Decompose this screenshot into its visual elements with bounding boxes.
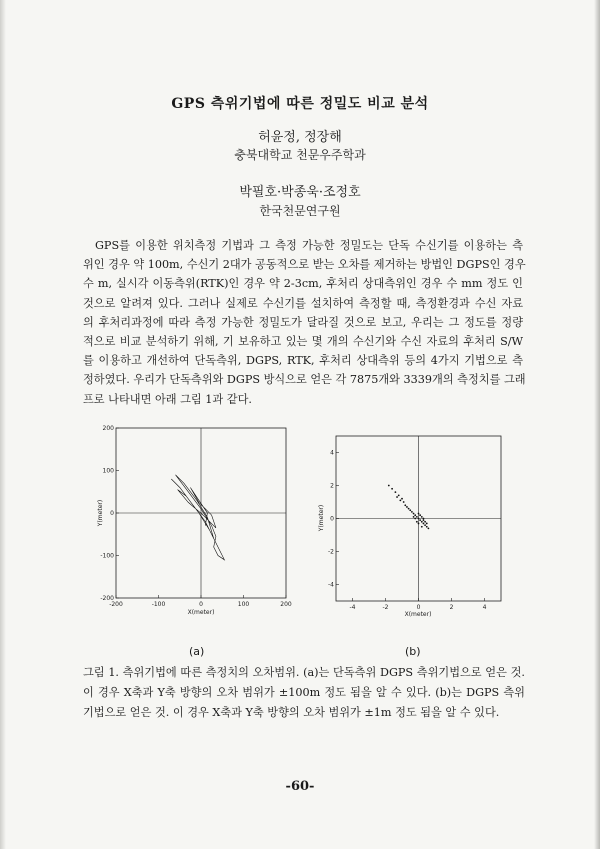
scatter-point — [423, 518, 425, 520]
scatter-point — [426, 526, 428, 528]
x-tick-label: 100 — [237, 601, 250, 608]
scatter-point — [403, 501, 405, 503]
x-tick-label: 4 — [482, 604, 487, 611]
y-tick-label: 2 — [330, 482, 334, 490]
scatter-point — [414, 514, 416, 516]
x-tick-label: -200 — [109, 601, 123, 608]
y-tick-label: -4 — [328, 581, 334, 589]
scatter-point — [406, 506, 408, 508]
y-tick-label: 0 — [110, 510, 114, 517]
caption-line: 그림 1. 측위기법에 따른 측정치의 오차범위. (a)는 단독측위 DGPS 측위기법으로 얻은 것. — [83, 666, 525, 679]
scatter-point — [416, 521, 418, 523]
scatter-point — [388, 485, 390, 487]
scatter-point — [409, 509, 411, 511]
scatter-point — [423, 519, 425, 521]
x-tick-label: 0 — [416, 604, 421, 611]
x-tick-label: 200 — [280, 601, 292, 608]
figure-b-plot — [316, 428, 516, 628]
plot-a-xlabel: X(meter) — [187, 609, 215, 616]
scatter-point — [421, 521, 423, 523]
plot-b-ticks — [328, 450, 487, 612]
plot-a-ylabel: Y(meter) — [97, 499, 104, 527]
body-line: 프로 나타내면 아래 그림 1과 같다. — [83, 392, 252, 406]
x-tick-label: 0 — [199, 601, 203, 608]
scatter-point — [421, 526, 423, 528]
authors-group-1: 허윤정, 정장해 — [258, 130, 342, 145]
y-tick-label: 4 — [330, 449, 334, 457]
scatter-point — [424, 521, 426, 523]
scatter-point — [424, 524, 426, 526]
scatter-point — [418, 513, 420, 515]
y-tick-label: 200 — [102, 425, 114, 432]
body-line: 수 m, 실시각 이동측위(RTK)인 경우 약 2-3cm, 후처리 상대측위인 경우 수 mm 정도 인 — [83, 277, 523, 291]
scatter-point — [404, 504, 406, 506]
figure-caption — [83, 663, 525, 723]
affiliation-2: 한국천문연구원 — [259, 204, 341, 218]
scatter-point — [413, 516, 415, 518]
y-tick-label: 0 — [330, 515, 334, 523]
x-tick-label: -4 — [349, 604, 356, 611]
x-tick-label: -2 — [382, 604, 389, 611]
y-tick-label: 100 — [102, 467, 114, 475]
scatter-point — [396, 496, 398, 498]
y-tick-label: -100 — [100, 552, 114, 560]
scatter-point — [408, 508, 410, 510]
caption-line: 이 경우 X축과 Y축 방향의 오차 범위가 ±100m 정도 됨을 알 수 있다. (b)는 DGPS 측위 — [83, 686, 525, 699]
paper-title: GPS 측위기법에 따른 정밀도 비교 분석 — [171, 96, 429, 112]
figure-a-sublabel: (a) — [189, 645, 205, 658]
scatter-point — [419, 519, 421, 521]
body-line: GPS를 이용한 위치측정 기법과 그 측정 가능한 정밀도는 단독 수신기를 이용하는 측 — [95, 239, 523, 252]
body-line: 위인 경우 약 100m, 수신기 2대가 공동적으로 받는 오차를 제거하는 방법인 DGPS인 경우 — [83, 258, 526, 272]
body-line: 정하였다. 우리가 단독측위와 DGPS 방식으로 얻은 각 7875개와 3339개의 측정치를 그래 — [83, 373, 526, 387]
scatter-point — [421, 516, 423, 518]
scatter-point — [413, 513, 415, 515]
body-line: 의 후처리과정에 따라 측정 가능한 정밀도가 달라질 것으로 보고, 우리는 그 정도를 정량 — [83, 315, 523, 329]
scatter-point — [423, 523, 425, 525]
x-tick-label: 2 — [449, 604, 454, 611]
scatter-point — [414, 518, 416, 520]
scatter-point — [419, 514, 421, 516]
plot-b-points — [388, 485, 429, 530]
scatter-point — [418, 523, 420, 525]
body-line: 를 이용하고 개선하여 단독측위, DGPS, RTK, 후처리 상대측위 등의 4가지 기법으로 측 — [83, 354, 523, 368]
plot-b-xlabel: X(meter) — [404, 611, 432, 618]
scatter-point — [401, 498, 403, 500]
figure-a-plot — [96, 420, 296, 620]
x-tick-label: -100 — [151, 601, 166, 608]
scatter-point — [395, 491, 397, 493]
y-tick-label: -2 — [328, 548, 334, 556]
scatter-point — [391, 488, 393, 490]
body-line: 적으로 비교 분석하기 위해, 기 보유하고 있는 몇 개의 수신기와 수신 자료의 후처리 S/W — [83, 335, 523, 349]
scatter-point — [428, 528, 430, 530]
plot-a-ticks — [100, 425, 292, 608]
body-line: 것으로 알려져 있다. 그러나 실제로 수신기를 설치하여 측정할 때, 측정환경과 수신 자료 — [83, 296, 523, 310]
figure-b-sublabel: (b) — [405, 645, 421, 658]
scatter-point — [411, 511, 413, 513]
affiliation-1: 충북대학교 천문우주학과 — [234, 148, 366, 162]
plot-a-trajectory — [171, 475, 224, 560]
caption-line: 기법으로 얻은 것. 이 경우 X축과 Y축 방향의 오차 범위가 ±1m 정도 됨을 알 수 있다. — [83, 706, 500, 719]
scatter-point — [416, 516, 418, 518]
scatter-point — [418, 518, 420, 520]
scatter-point — [398, 495, 400, 497]
plot-b-ylabel: Y(meter) — [318, 504, 325, 532]
y-tick-label: -200 — [100, 595, 114, 602]
scatter-point — [426, 523, 428, 525]
page-number: -60- — [285, 779, 315, 794]
scatter-point — [399, 499, 401, 501]
authors-group-2: 박필호·박종욱·조정호 — [239, 185, 361, 200]
abstract-body — [83, 236, 526, 409]
